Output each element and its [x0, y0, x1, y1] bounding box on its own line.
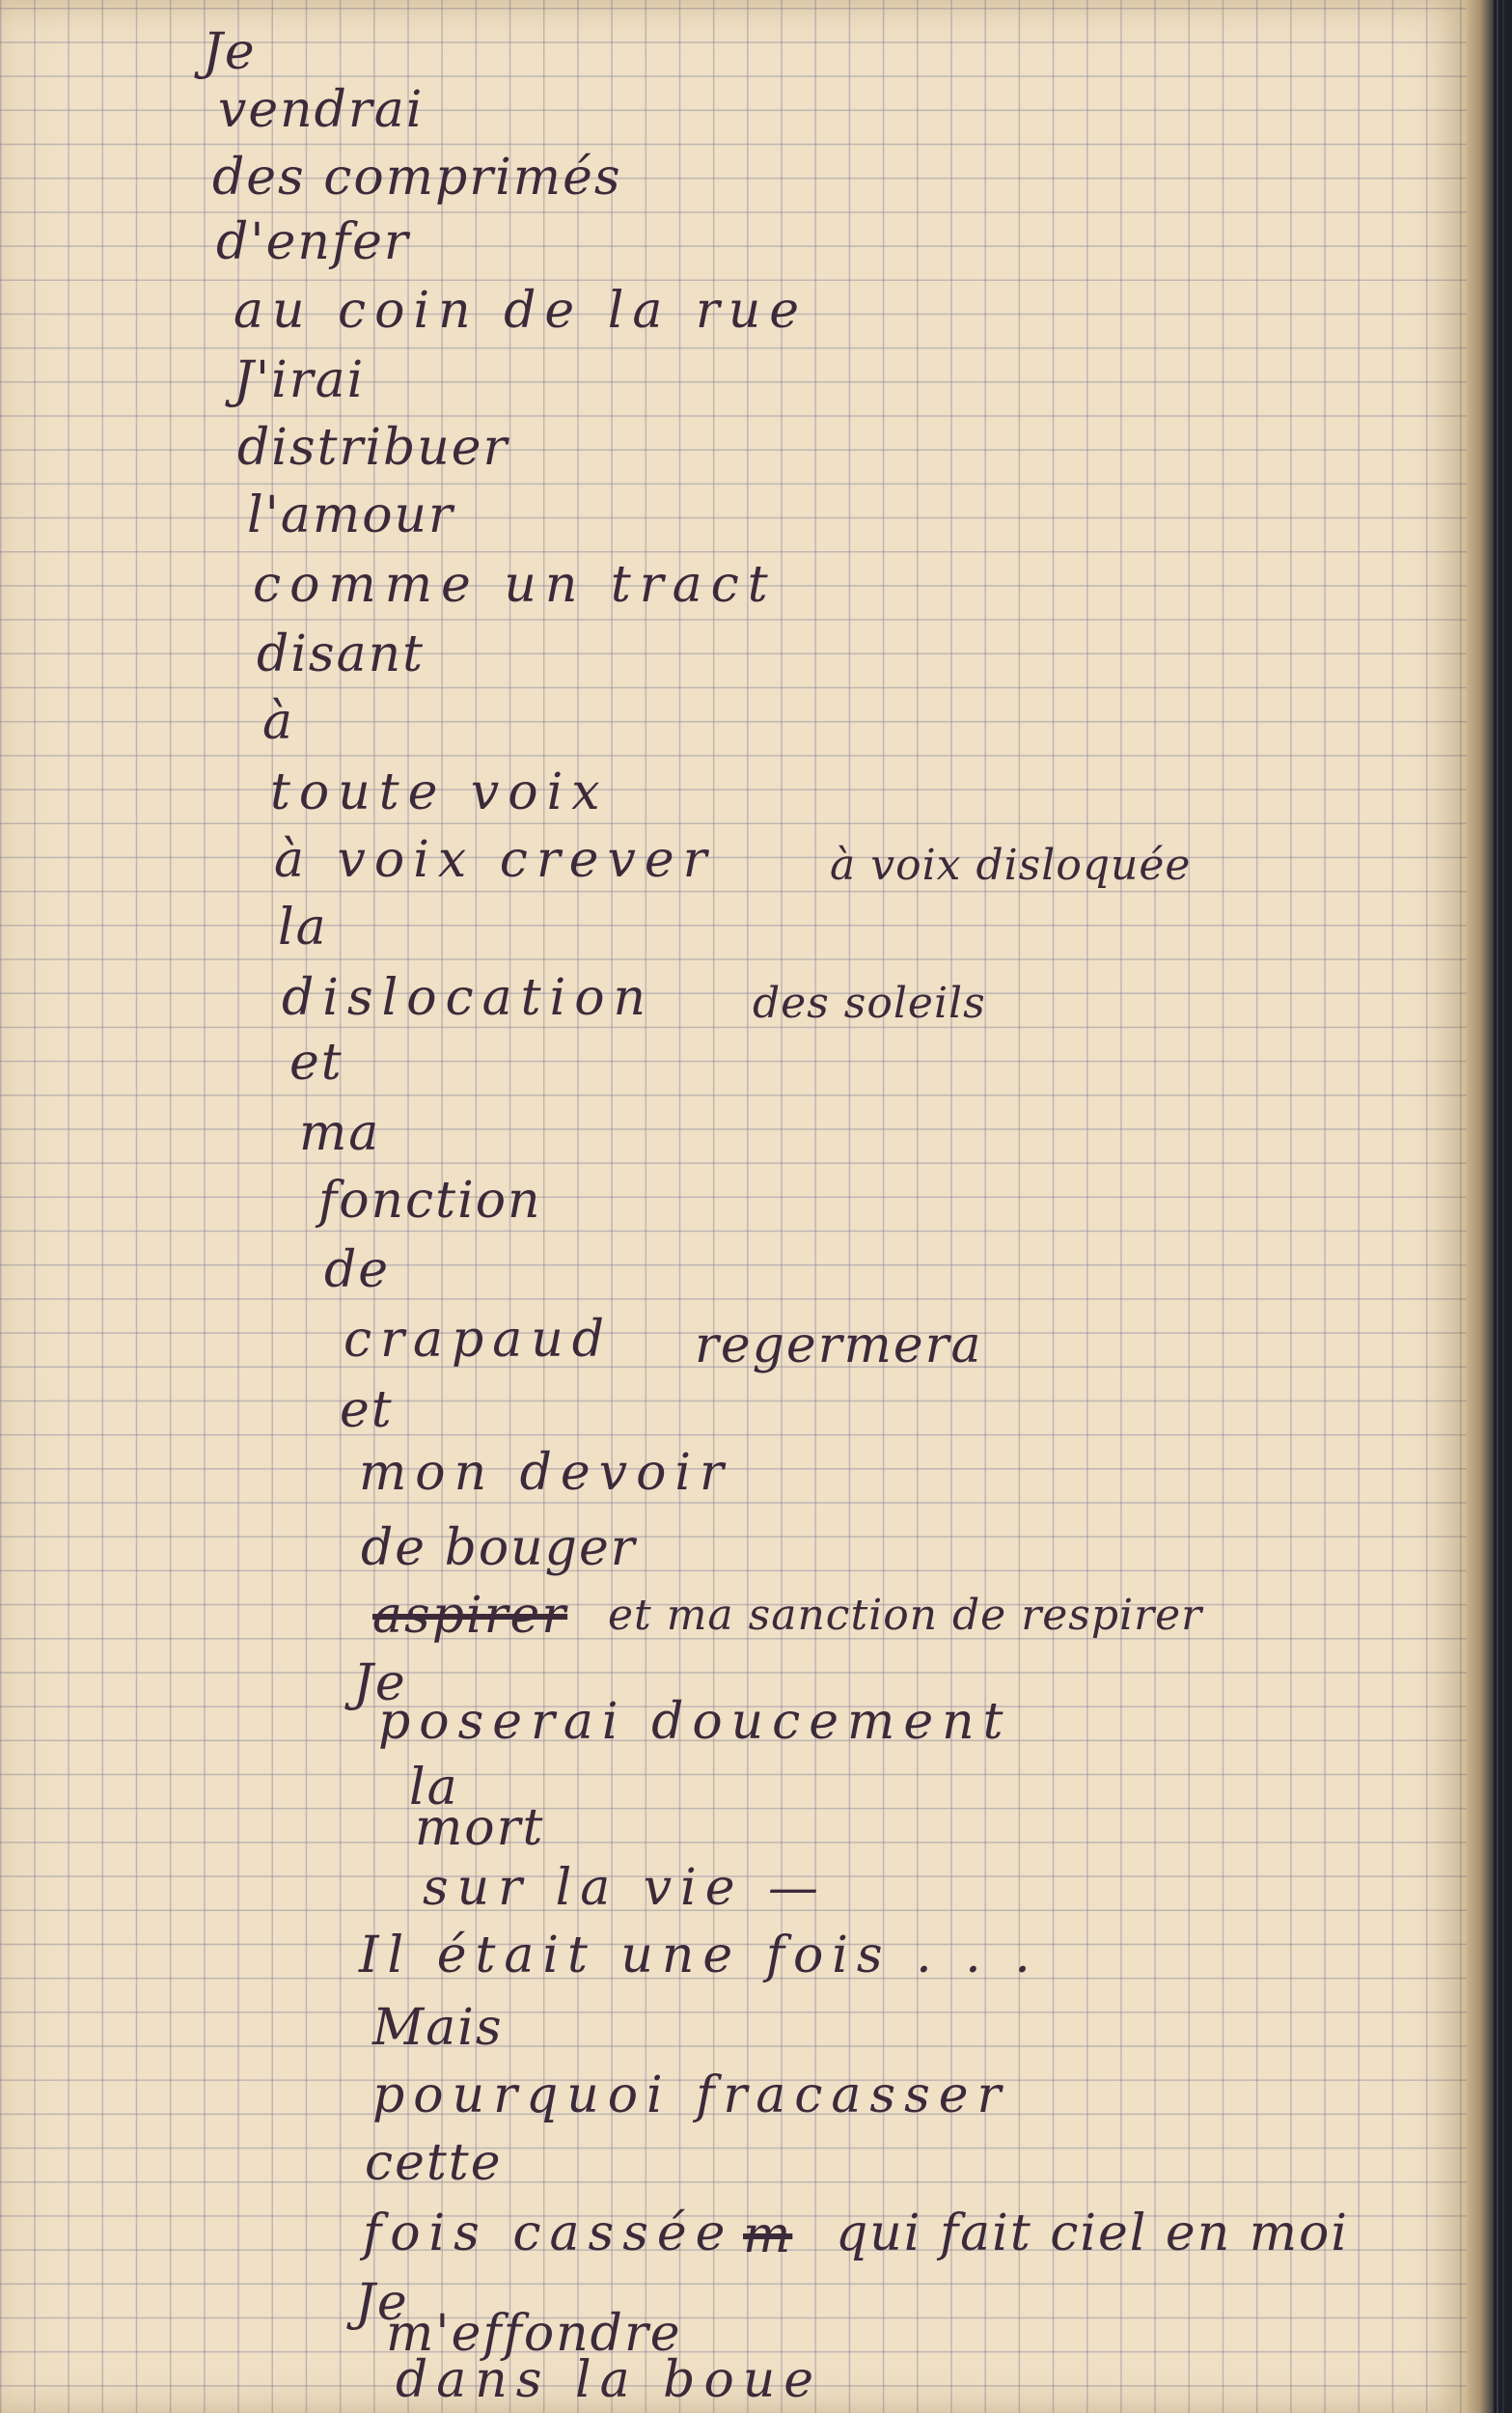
- poem-line: Je: [355, 2274, 409, 2332]
- poem-line: comme un tract: [253, 556, 777, 614]
- poem-line: ma: [299, 1104, 381, 1162]
- poem-line: de bouger: [361, 1519, 637, 1577]
- poem-line: mon devoir: [359, 1444, 732, 1502]
- poem-line: disant: [257, 625, 425, 683]
- poem-line-addition: regermera: [695, 1317, 983, 1374]
- poem-line: à: [262, 693, 295, 751]
- poem-line: crapaud: [344, 1311, 614, 1369]
- poem-line: Il était une fois . . .: [359, 1927, 1039, 1984]
- poem-line: des comprimés: [212, 149, 622, 207]
- adjacent-page-edge: [1494, 0, 1512, 2413]
- poem-line: fois cassée: [363, 2205, 734, 2262]
- poem-line: vendrai: [218, 81, 425, 139]
- poem-line: la: [278, 899, 328, 957]
- poem-line-addition: et ma sanction de respirer: [608, 1591, 1203, 1640]
- poem-line: cette: [365, 2134, 503, 2192]
- poem-line: l'amour: [247, 486, 454, 544]
- struck-word: aspirer: [372, 1587, 568, 1645]
- poem-line: et: [340, 1381, 394, 1439]
- poem-line: de: [324, 1241, 391, 1299]
- poem-line: m'effondre: [386, 2305, 682, 2363]
- poem-line: d'enfer: [216, 213, 410, 271]
- poem-line: dans la boue: [396, 2351, 823, 2409]
- poem-line: et: [289, 1034, 344, 1092]
- poem-line: Je: [353, 1654, 407, 1712]
- poem-line: Je: [203, 23, 257, 81]
- poem-line: Mais: [372, 1999, 504, 2057]
- poem-line: pourquoi fracasser: [372, 2066, 1010, 2124]
- poem-line: au coin de la rue: [234, 282, 808, 340]
- poem-line: distribuer: [237, 419, 509, 477]
- poem-line-addition: des soleils: [753, 979, 986, 1028]
- poem-line: dislocation: [282, 969, 654, 1027]
- poem-line: poserai doucement: [378, 1693, 1012, 1751]
- poem-line: mort: [415, 1799, 545, 1857]
- struck-word: m: [743, 2206, 793, 2264]
- poem-line: toute voix: [270, 763, 609, 821]
- poem-line: fonction: [318, 1172, 542, 1230]
- poem-line: la: [409, 1759, 459, 1817]
- poem-line: sur la vie —: [423, 1859, 828, 1917]
- poem-line: J'irai: [234, 351, 366, 409]
- poem-line: qui fait ciel en moi: [836, 2205, 1349, 2262]
- poem-line-addition: à voix disloquée: [830, 841, 1192, 890]
- poem-line: à voix crever: [274, 831, 716, 889]
